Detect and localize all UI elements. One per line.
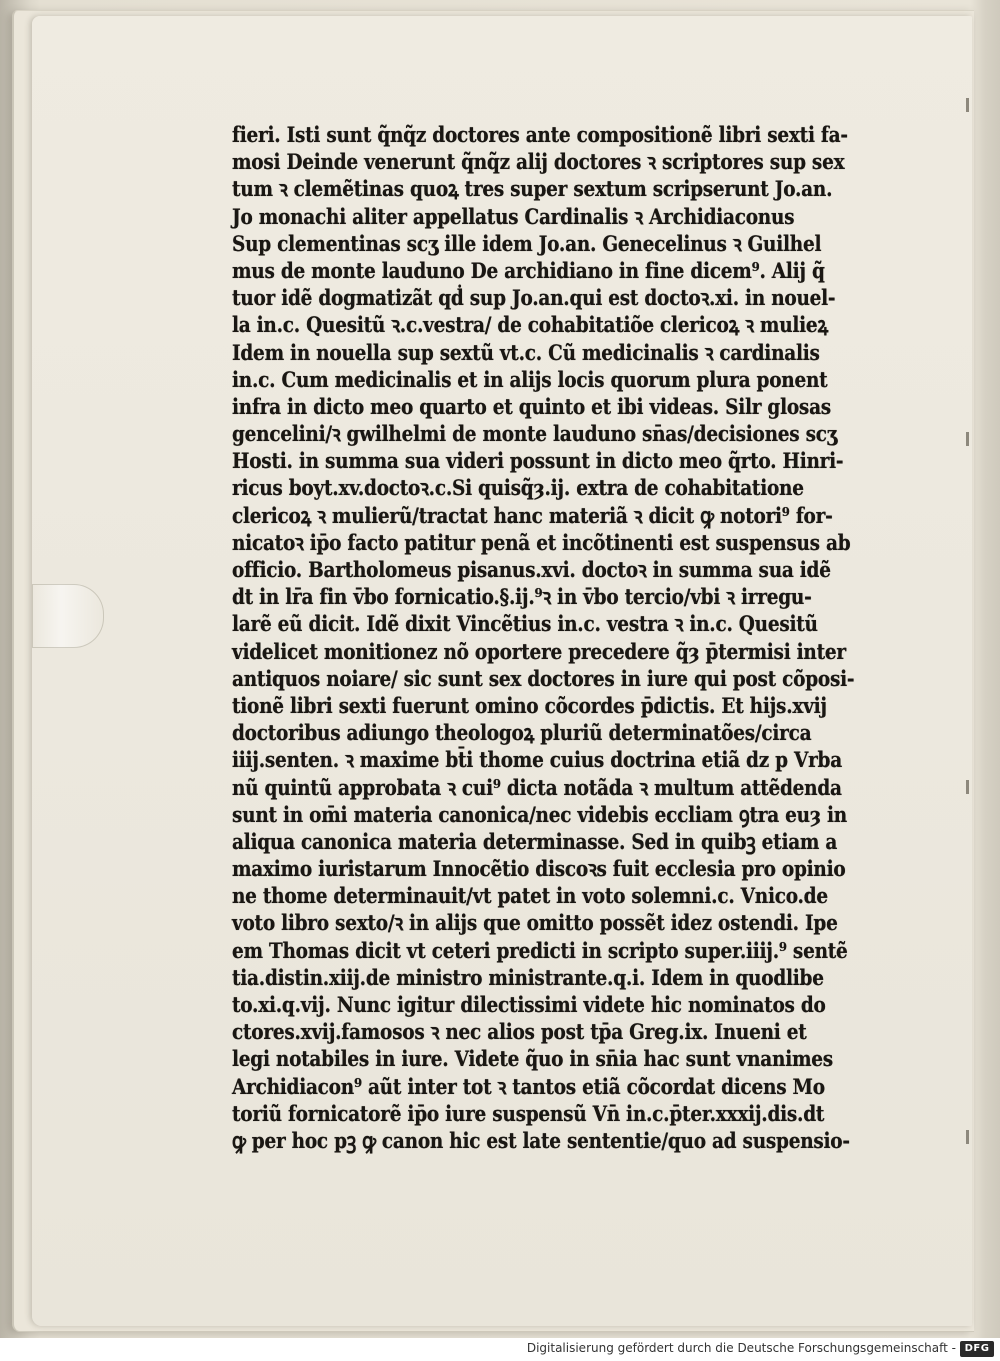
- blackletter-text-block: [232, 122, 882, 1155]
- text-line: iiij.senten. ꝛ maxime bt̄i thome cuius doctrina etiã dz p Vrba: [232, 748, 842, 774]
- funding-credit: Digitalisierung gefördert durch die Deutsche Forschungsgemeinschaft -: [526, 1341, 956, 1355]
- text-line: Archidiacon⁹ aũt inter tot ꝛ tantos etiã cõcordat dicens Mo: [232, 1074, 825, 1100]
- text-line: Hosti. in summa sua videri possunt in dicto meo q̃rto. Hinri-: [232, 449, 844, 475]
- text-line: nicatoꝛ ip̄o facto patitur penã et incõtinenti est suspensus ab: [232, 530, 851, 556]
- text-line: in.c. Cum medicinalis et in alijs locis quorum plura ponent: [232, 367, 828, 393]
- text-line: tuor idẽ dogmatizãt qḋ sup Jo.an.qui est doctoꝛ.xi. in nouel-: [232, 286, 836, 312]
- footer-bar: [0, 1338, 1000, 1361]
- text-line: infra in dicto meo quarto et quinto et ibi videas. Silr glosas: [232, 394, 831, 420]
- text-line: nũ quintũ approbata ꝛ cui⁹ dicta notãda ꝛ multum attẽdenda: [232, 775, 842, 801]
- text-line: Jo monachi aliter appellatus Cardinalis ꝛ Archidiaconus: [232, 204, 795, 230]
- text-line: toriũ fornicatorẽ ip̄o iure suspensũ Vn̄ in.c.p̄ter.xxxij.dis.dt: [232, 1101, 825, 1127]
- text-line: larẽ eũ dicit. Idẽ dixit Vincẽtius in.c. vestra ꝛ in.c. Quesitũ: [232, 612, 818, 638]
- edge-mark: [966, 98, 969, 112]
- text-line: ne thome determinauit/vt patet in voto solemni.c. Vnico.de: [232, 884, 828, 910]
- text-line: officio. Bartholomeus pisanus.xvi. doctoꝛ in summa sua idẽ: [232, 558, 831, 583]
- text-line: Sup clementinas scʒ ille idem Jo.an. Genecelinus ꝛ Guilhel: [232, 231, 822, 257]
- text-line: mus de monte lauduno De archidiano in fine dicem⁹. Alij q̃: [232, 258, 825, 284]
- text-line: clericoꝝ ꝛ mulierũ/tractat hanc materiã ꝛ dicit ꝙ notori⁹ for-: [232, 503, 833, 529]
- text-line: aliqua canonica materia determinasse. Sed in quibꝫ etiam a: [232, 829, 838, 855]
- text-line: ricus boyt.xv.doctoꝛ.c.Si quisq̃ȝ.ij. extra de cohabitatione: [232, 476, 804, 502]
- text-line: doctoribus adiungo theologoꝝ pluriũ determinatões/circa: [232, 721, 812, 747]
- text-line: gencelini/ꝛ gwilhelmi de monte lauduno sn̄as/decisiones scʒ: [232, 422, 838, 448]
- text-line: ctores.xvij.famosos ꝛ nec alios post tp̄a Greg.ix. Inueni et: [232, 1020, 807, 1046]
- text-line: Idem in nouella sup sextũ vt.c. Cũ medicinalis ꝛ cardinalis: [232, 340, 820, 366]
- edge-mark: [966, 780, 969, 794]
- text-line: fieri. Isti sunt q̃nq̃z doctores ante compositionẽ libri sexti fa-: [232, 123, 848, 148]
- text-line: la in.c. Quesitũ ꝛ.c.vestra/ de cohabitatiõe clericoꝝ ꝛ mulieꝝ: [232, 313, 828, 339]
- dfg-logo: DFG: [960, 1341, 994, 1357]
- text-line: tionẽ libri sexti fuerunt omino cõcordes p̄dictis. Et hijs.xvij: [232, 693, 827, 719]
- text-line: tum ꝛ clemẽtinas quoꝝ tres super sextum scripserunt Jo.an.: [232, 177, 833, 203]
- page-clip-curl: [32, 584, 104, 648]
- text-line: sunt in om̄i materia canonica/nec videbis eccliam ꝯtra euȝ in: [232, 802, 847, 828]
- text-line: ꝙ per hoc pꝫ ꝙ canon hic est late sententie/quo ad suspensio-: [232, 1128, 850, 1154]
- text-line: dt in lr̄a fin v̄bo fornicatio.§.ij.⁹ꝛ in v̄bo tercio/vbi ꝛ irregu-: [232, 585, 812, 611]
- text-line: to.xi.q.vij. Nunc igitur dilectissimi videte hic nominatos do: [232, 993, 826, 1018]
- edge-mark: [966, 1130, 969, 1144]
- text-line: em Thomas dicit vt ceteri predicti in scripto super.iiij.⁹ sentẽ: [232, 938, 848, 964]
- text-line: mosi Deinde venerunt q̃nq̃z alij doctores ꝛ scriptores sup sex: [232, 150, 845, 176]
- text-line: maximo iuristarum Innocẽtio discoꝛs fuit ecclesia pro opinio: [232, 857, 846, 883]
- text-line: videlicet monitionez nõ oportere precedere q̃ȝ p̄termisi inter: [232, 639, 846, 665]
- text-line: legi notabiles in iure. Videte q̃uo in sn̄ia hac sunt vnanimes: [232, 1047, 833, 1073]
- text-line: antiquos noiare/ sic sunt sex doctores in iure qui post cõposi-: [232, 666, 855, 692]
- text-line: tia.distin.xiij.de ministro ministrante.q.i. Idem in quodlibe: [232, 965, 824, 991]
- page-edge-marks: [966, 20, 972, 1320]
- edge-mark: [966, 432, 969, 446]
- text-line: voto libro sexto/ꝛ in alijs que omitto possẽt idez ostendi. Ipe: [232, 911, 838, 937]
